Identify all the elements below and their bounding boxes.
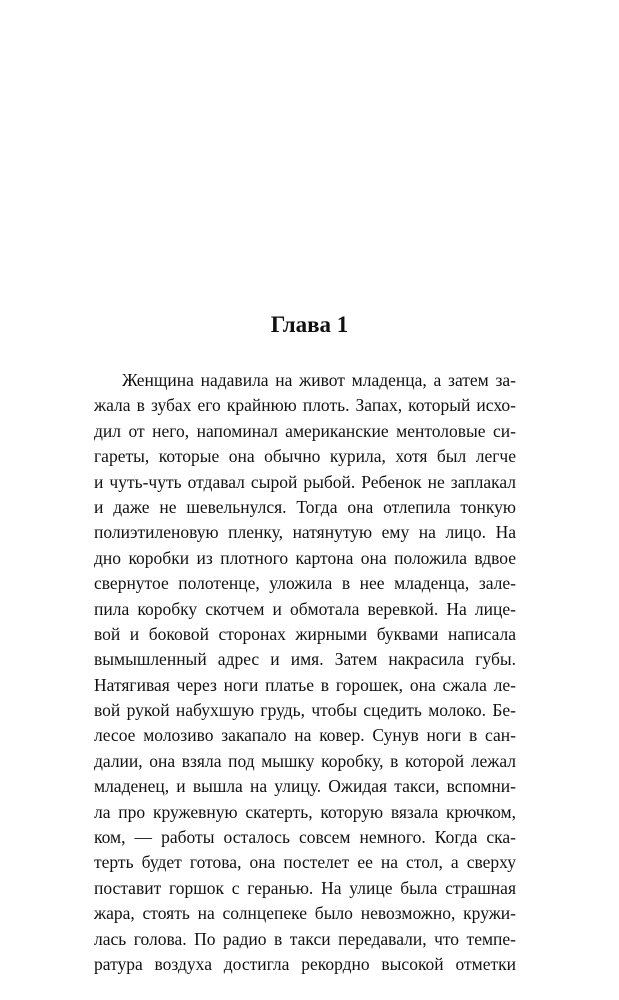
text-line: Женщина надавила на живот младенца, а затем за- — [122, 370, 516, 390]
text-line: дно коробки из плотного картона она положила вдвое — [94, 547, 516, 568]
text-line: и чуть-чуть отдавал сырой рыбой. Ребенок не заплакал — [94, 471, 516, 492]
text-line: младенец, и вышла на улицу. Ожидая такси, вспомни- — [94, 776, 516, 797]
text-line: вой рукой набухшую грудь, чтобы сцедить молоко. Бе- — [94, 700, 516, 721]
text-line: ком, — работы осталось совсем немного. Когда ска- — [94, 827, 516, 848]
text-line: гареты, которые она обычно курила, хотя был легче — [94, 446, 516, 467]
text-line: и даже не шевельнулся. Тогда она отлепила тонкую — [94, 496, 516, 517]
text-line: жала в зубах его крайнюю плоть. Запах, который исхо- — [94, 395, 516, 416]
text-line: полиэтиленовую пленку, натянутую ему на лицо. На — [94, 522, 516, 543]
text-line: Натягивая через ноги платье в горошек, она сжала ле- — [94, 674, 516, 695]
text-line: ратура воздуха достигла рекордно высокой отметки — [94, 953, 516, 974]
text-line: вымышленный адрес и имя. Затем накрасила губы. — [94, 649, 516, 670]
text-line: свернутое полотенце, уложила в нее младенца, зале- — [94, 573, 516, 594]
chapter-title: Глава 1 — [270, 312, 349, 337]
text-line: терть будет готова, она постелет ее на стол, а сверху — [94, 852, 516, 873]
text-line: лесое молозиво закапало на ковер. Сунув ноги в сан- — [94, 725, 516, 746]
text-line: ла про кружевную скатерть, которую вязала крючком, — [94, 801, 516, 822]
text-line: лась голова. По радио в такси передавали, что темпе- — [94, 928, 516, 949]
text-line: дил от него, напоминал американские ментоловые си- — [94, 420, 516, 441]
text-line: пила коробку скотчем и обмотала веревкой. На лице- — [94, 598, 516, 619]
chapter-text — [94, 368, 516, 977]
text-line: поставит горшок с геранью. На улице была страшная — [94, 877, 516, 898]
text-line: жара, стоять на солнцепеке было невозможно, кружи- — [94, 903, 516, 924]
text-line: вой и боковой сторонах жирными буквами написала — [94, 623, 516, 644]
text-line: далии, она взяла под мышку коробку, в которой лежал — [94, 750, 516, 771]
